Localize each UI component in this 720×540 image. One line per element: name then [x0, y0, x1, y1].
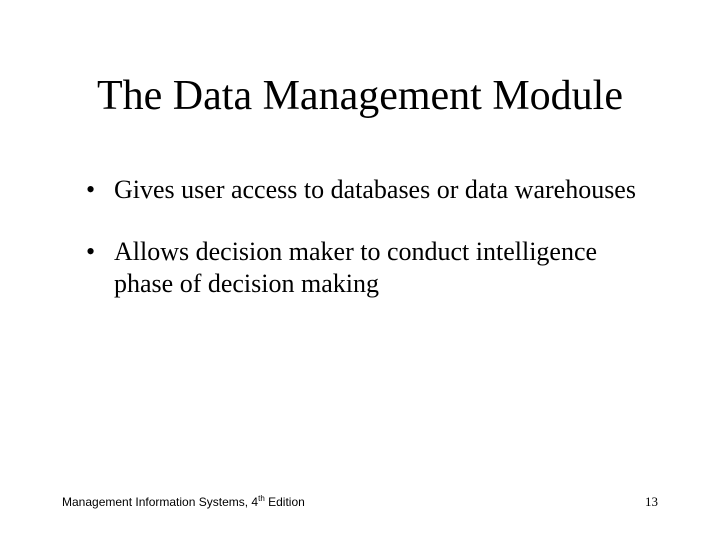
bullet-item: [86, 174, 646, 206]
bullet-marker: •: [86, 237, 96, 266]
bullet-list: [86, 174, 646, 330]
page-number: 13: [645, 494, 658, 509]
bullet-text: Gives user access to databases or data warehouses: [114, 175, 636, 204]
bullet-marker: •: [86, 175, 96, 204]
footer-text: [62, 494, 305, 510]
slide-title: The Data Management Module: [97, 73, 623, 119]
bullet-item: [86, 236, 646, 300]
footer-suffix: Edition: [264, 495, 305, 509]
footer-superscript: th: [258, 494, 265, 503]
bullet-text: Allows decision maker to conduct intelligence phase of decision making: [114, 237, 598, 298]
footer-prefix: Management Information Systems, 4: [62, 495, 259, 509]
